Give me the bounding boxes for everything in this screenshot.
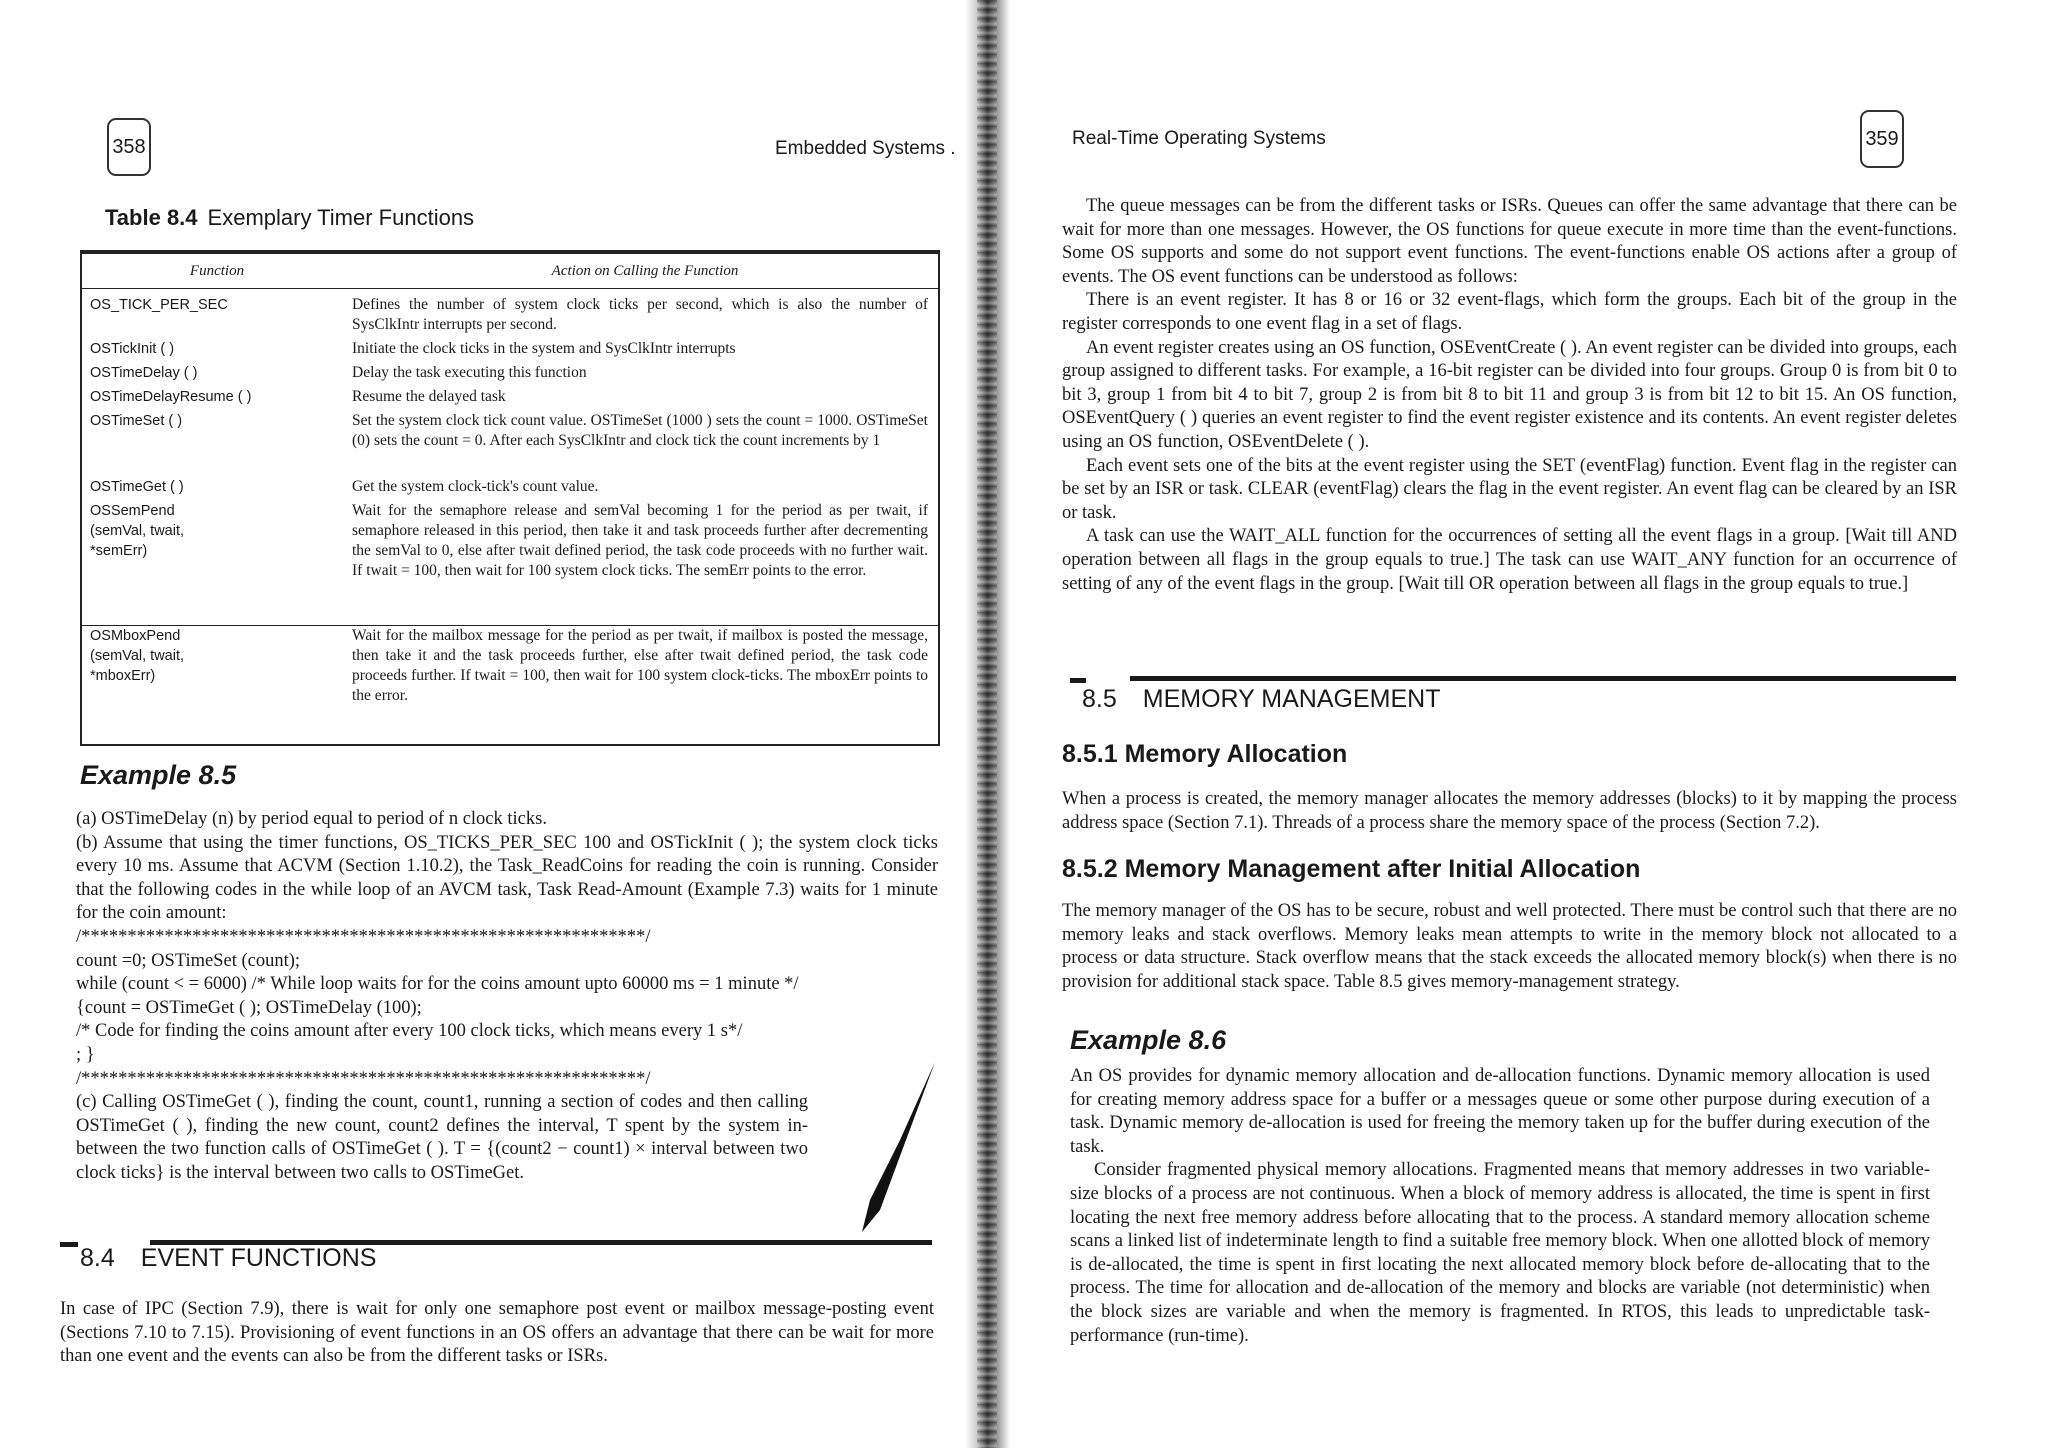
- event-functions-text: [1062, 195, 1957, 596]
- example-8-5-title: Example 8.5: [80, 760, 237, 790]
- code-line: count =0; OSTimeSet (count);: [76, 950, 301, 971]
- section-rule: [1130, 676, 1956, 681]
- section-8-4-paragraph: In case of IPC (Section 7.9), there is wait for only one semaphore post event or mailbox message-posting event (Sections 7.10 to 7.15). Provisioning of event functions in an OS offers an advantage that there can be wait for more than one event and the events can also be from the different tasks or ISRs.: [60, 1299, 934, 1367]
- table-header-function: Function: [189, 262, 245, 279]
- paragraph: A task can use the WAIT_ALL function for the occurrences of setting all the event flags in a group. [Wait till AND operation between all flags in the group equals to true.] The task can use WAIT_ANY function for an occurrence of setting of any of the event flags in the group. [Wait till OR operation between all flags in the group equals to true.]: [1062, 526, 1957, 594]
- subsection-8-5-1-paragraph: When a process is created, the memory manager allocates the memory addresses (blocks) to it by mapping the process address space (Section 7.1). Threads of a process share the memory space of the process (Section 7.2).: [1062, 789, 1957, 833]
- running-header: Embedded Systems .: [775, 138, 956, 159]
- table-cell-function: OSTimeDelayResume ( ): [90, 389, 252, 405]
- table-caption: [105, 205, 474, 231]
- table-row: [82, 295, 938, 339]
- table-cell-function: OSTimeGet ( ): [90, 479, 184, 495]
- code-line: ; }: [76, 1044, 95, 1065]
- right-page: [1020, 0, 2048, 1448]
- subsection-title: Memory Allocation: [1124, 740, 1348, 768]
- subsection-title: Memory Management after Initial Allocation: [1124, 855, 1641, 883]
- table-cell-function-text: OSSemPend (semVal, twait, *semErr): [90, 503, 185, 559]
- table-cell-function: OSTimeDelay ( ): [90, 365, 198, 381]
- code-line: {count = OSTimeGet ( ); OSTimeDelay (100);: [76, 997, 422, 1018]
- code-line: while (count < = 6000) /* While loop waits for for the coins amount upto 60000 ms = 1 minute */: [76, 974, 799, 995]
- example-line: (c) Calling OSTimeGet ( ), finding the count, count1, running a section of codes and then calling OSTimeGet ( ), finding the new count, count2 defines the interval, T spent by the system in-between the two function calls of OSTimeGet ( ). T = {(count2 − count1) × interval between two clock ticks} is the interval between two calls to OSTimeGet.: [76, 1092, 808, 1183]
- paragraph: An OS provides for dynamic memory allocation and de-allocation functions. Dynamic memory allocation is used for creating memory address space for a buffer or a messages queue or some other purpose during execution of a task. Dynamic memory de-allocation is used for freeing the memory taken up for the buffer during execution of the task.: [1070, 1066, 1930, 1157]
- example-8-6-body: [1070, 1065, 1930, 1348]
- table-cell-action: Set the system clock tick count value. OSTimeSet (1000 ) sets the count = 1000. OSTimeSet (0) sets the count = 0. After each SysClkIntr and clock tick the count increments by 1: [352, 412, 928, 449]
- table-header-action: Action on Calling the Function: [551, 262, 739, 279]
- table-cell-function: [82, 626, 352, 712]
- table-cell-function: OSTimeSet ( ): [90, 413, 183, 429]
- section-rule-mark: [1070, 678, 1086, 683]
- table-label: Table 8.4: [105, 205, 198, 230]
- code-line: /* Code for finding the coins amount after every 100 clock ticks, which means every 1 s*/: [76, 1021, 743, 1042]
- subsection-8-5-2-paragraph: The memory manager of the OS has to be secure, robust and well protected. There must be control such that there are no memory leaks and stack overflows. Memory leaks mean attempts to write in the memory block not allocated to a process or data structure. Stack overflow means that the stack exceeds the allocated memory block(s) when there is no provision for additional stack space. Table 8.5 gives memory-management strategy.: [1062, 901, 1957, 992]
- table-title: Exemplary Timer Functions: [207, 205, 475, 230]
- section-number: 8.5: [1082, 685, 1117, 713]
- page-number-badge: 358: [107, 118, 151, 176]
- table-cell-function: OS_TICK_PER_SEC: [90, 297, 228, 313]
- table-header-row: [82, 254, 938, 289]
- section-8-5-heading: [1082, 685, 1440, 714]
- example-8-5-body: [76, 808, 938, 1186]
- example-line: (b) Assume that using the timer functions, OS_TICKS_PER_SEC 100 and OSTickInit ( ); the system clock ticks every 10 ms. Assume that ACVM (Section 1.10.2), the Task_ReadCoins for reading the coin is running. Consider that the following codes in the while loop of an AVCM task, Task Read-Amount (Example 7.3) waits for 1 minute for the coin amount:: [76, 832, 938, 924]
- example-8-6-title: Example 8.6: [1070, 1025, 1227, 1055]
- section-rule-mark: [60, 1242, 78, 1247]
- paragraph: Consider fragmented physical memory allocations. Fragmented means that memory addresses in two variable-size blocks of a process are not continuous. When a block of memory address is allocated, the time is spent in first locating the next free memory address before allocating that to the process. A standard memory allocation scheme scans a linked list of indeterminate length to find a suitable free memory block. When one allotted block of memory is de-allocated, the time is spent in first locating the next allocated memory block before de-allocating that to the process. The time for allocation and de-allocation of the memory and blocks are variable (not deterministic) when the block sizes are variable and when the memory is fragmented. In RTOS, this leads to unpredictable task-performance (run-time).: [1070, 1160, 1930, 1346]
- table-row: [82, 363, 938, 387]
- table-cell-function: OSTickInit ( ): [90, 341, 175, 357]
- table-cell-action: Initiate the clock ticks in the system and SysClkIntr interrupts: [352, 340, 736, 357]
- subsection-number: 8.5.2: [1062, 855, 1118, 883]
- table-row: [82, 501, 938, 625]
- section-8-4-heading: [80, 1244, 376, 1273]
- table-row: [82, 625, 938, 712]
- code-separator: /*************************************************************/: [76, 926, 651, 947]
- table-cell-action: Wait for the mailbox message for the period as per twait, if mailbox is posted the message, then take it and the task proceeds further, else after twait defined period, the task code proceeds further. If twait = 100, then wait for 100 system clock-ticks. The mboxErr points to the error.: [352, 627, 928, 704]
- table-cell-function-text: OSMboxPend (semVal, twait, *mboxErr): [90, 628, 185, 684]
- table-cell-action: Defines the number of system clock ticks per second, which is also the number of SysClkIntr interrupts per second.: [352, 296, 928, 333]
- subsection-8-5-2-heading: [1062, 855, 1640, 884]
- paragraph: An event register creates using an OS function, OSEventCreate ( ). An event register can be divided into groups, each group assigned to different tasks. For example, a 16-bit register can be divided into four groups. Group 0 is from bit 0 to bit 3, group 1 from bit 4 to bit 7, group 2 is from bit 8 to bit 11 and group 3 is from bit 12 to bit 15. An OS function, OSEventQuery ( ) queries an event register to find the event register existence and its contents. An event register deletes using an OS function, OSEventDelete ( ).: [1062, 337, 1957, 452]
- section-title: MEMORY MANAGEMENT: [1142, 685, 1441, 713]
- table-row: [82, 387, 938, 411]
- code-separator: /*************************************************************/: [76, 1068, 651, 1089]
- decorative-quill-mark: [840, 1060, 940, 1235]
- table-cell-action: Delay the task executing this function: [352, 364, 587, 381]
- table-cell-function: [82, 501, 352, 625]
- section-number: 8.4: [80, 1244, 115, 1272]
- left-page: [0, 0, 990, 1448]
- paragraph: Each event sets one of the bits at the event register using the SET (eventFlag) function. Event flag in the register can be set by an ISR or task. CLEAR (eventFlag) clears the flag in the event register. An event flag can be cleared by an ISR or task.: [1062, 455, 1957, 523]
- table-cell-action: Wait for the semaphore release and semVal becoming 1 for the period as per twait, if semaphore released in this period, then take it and task proceeds further after decrementing the semVal to 0, else after twait defined period, the task code proceeds with no further wait. If twait = 100, then wait for 100 system clock ticks. The semErr points to the error.: [352, 502, 928, 579]
- example-line: (a) OSTimeDelay (n) by period equal to period of n clock ticks.: [76, 809, 547, 829]
- table-cell-action: Get the system clock-tick's count value.: [352, 478, 599, 495]
- paragraph: There is an event register. It has 8 or 16 or 32 event-flags, which form the groups. Each bit of the group in the register corresponds to one event flag in a set of flags.: [1062, 290, 1957, 334]
- timer-functions-table: [80, 250, 940, 746]
- table-cell-action: Resume the delayed task: [352, 388, 506, 405]
- subsection-number: 8.5.1: [1062, 740, 1118, 768]
- page-number-badge: 359: [1860, 110, 1904, 168]
- subsection-8-5-1-heading: [1062, 740, 1347, 769]
- table-row: [82, 477, 938, 501]
- table-row: [82, 411, 938, 477]
- table-row: [82, 339, 938, 363]
- section-title: EVENT FUNCTIONS: [140, 1244, 377, 1272]
- paragraph: The queue messages can be from the different tasks or ISRs. Queues can offer the same advantage that there can be wait for more than one messages. However, the OS functions for queue execute in more time than the event-functions. Some OS supports and some do not support event functions. The event-functions enable OS actions after a group of events. The OS event functions can be understood as follows:: [1062, 196, 1957, 287]
- running-header: Real-Time Operating Systems: [1072, 128, 1326, 149]
